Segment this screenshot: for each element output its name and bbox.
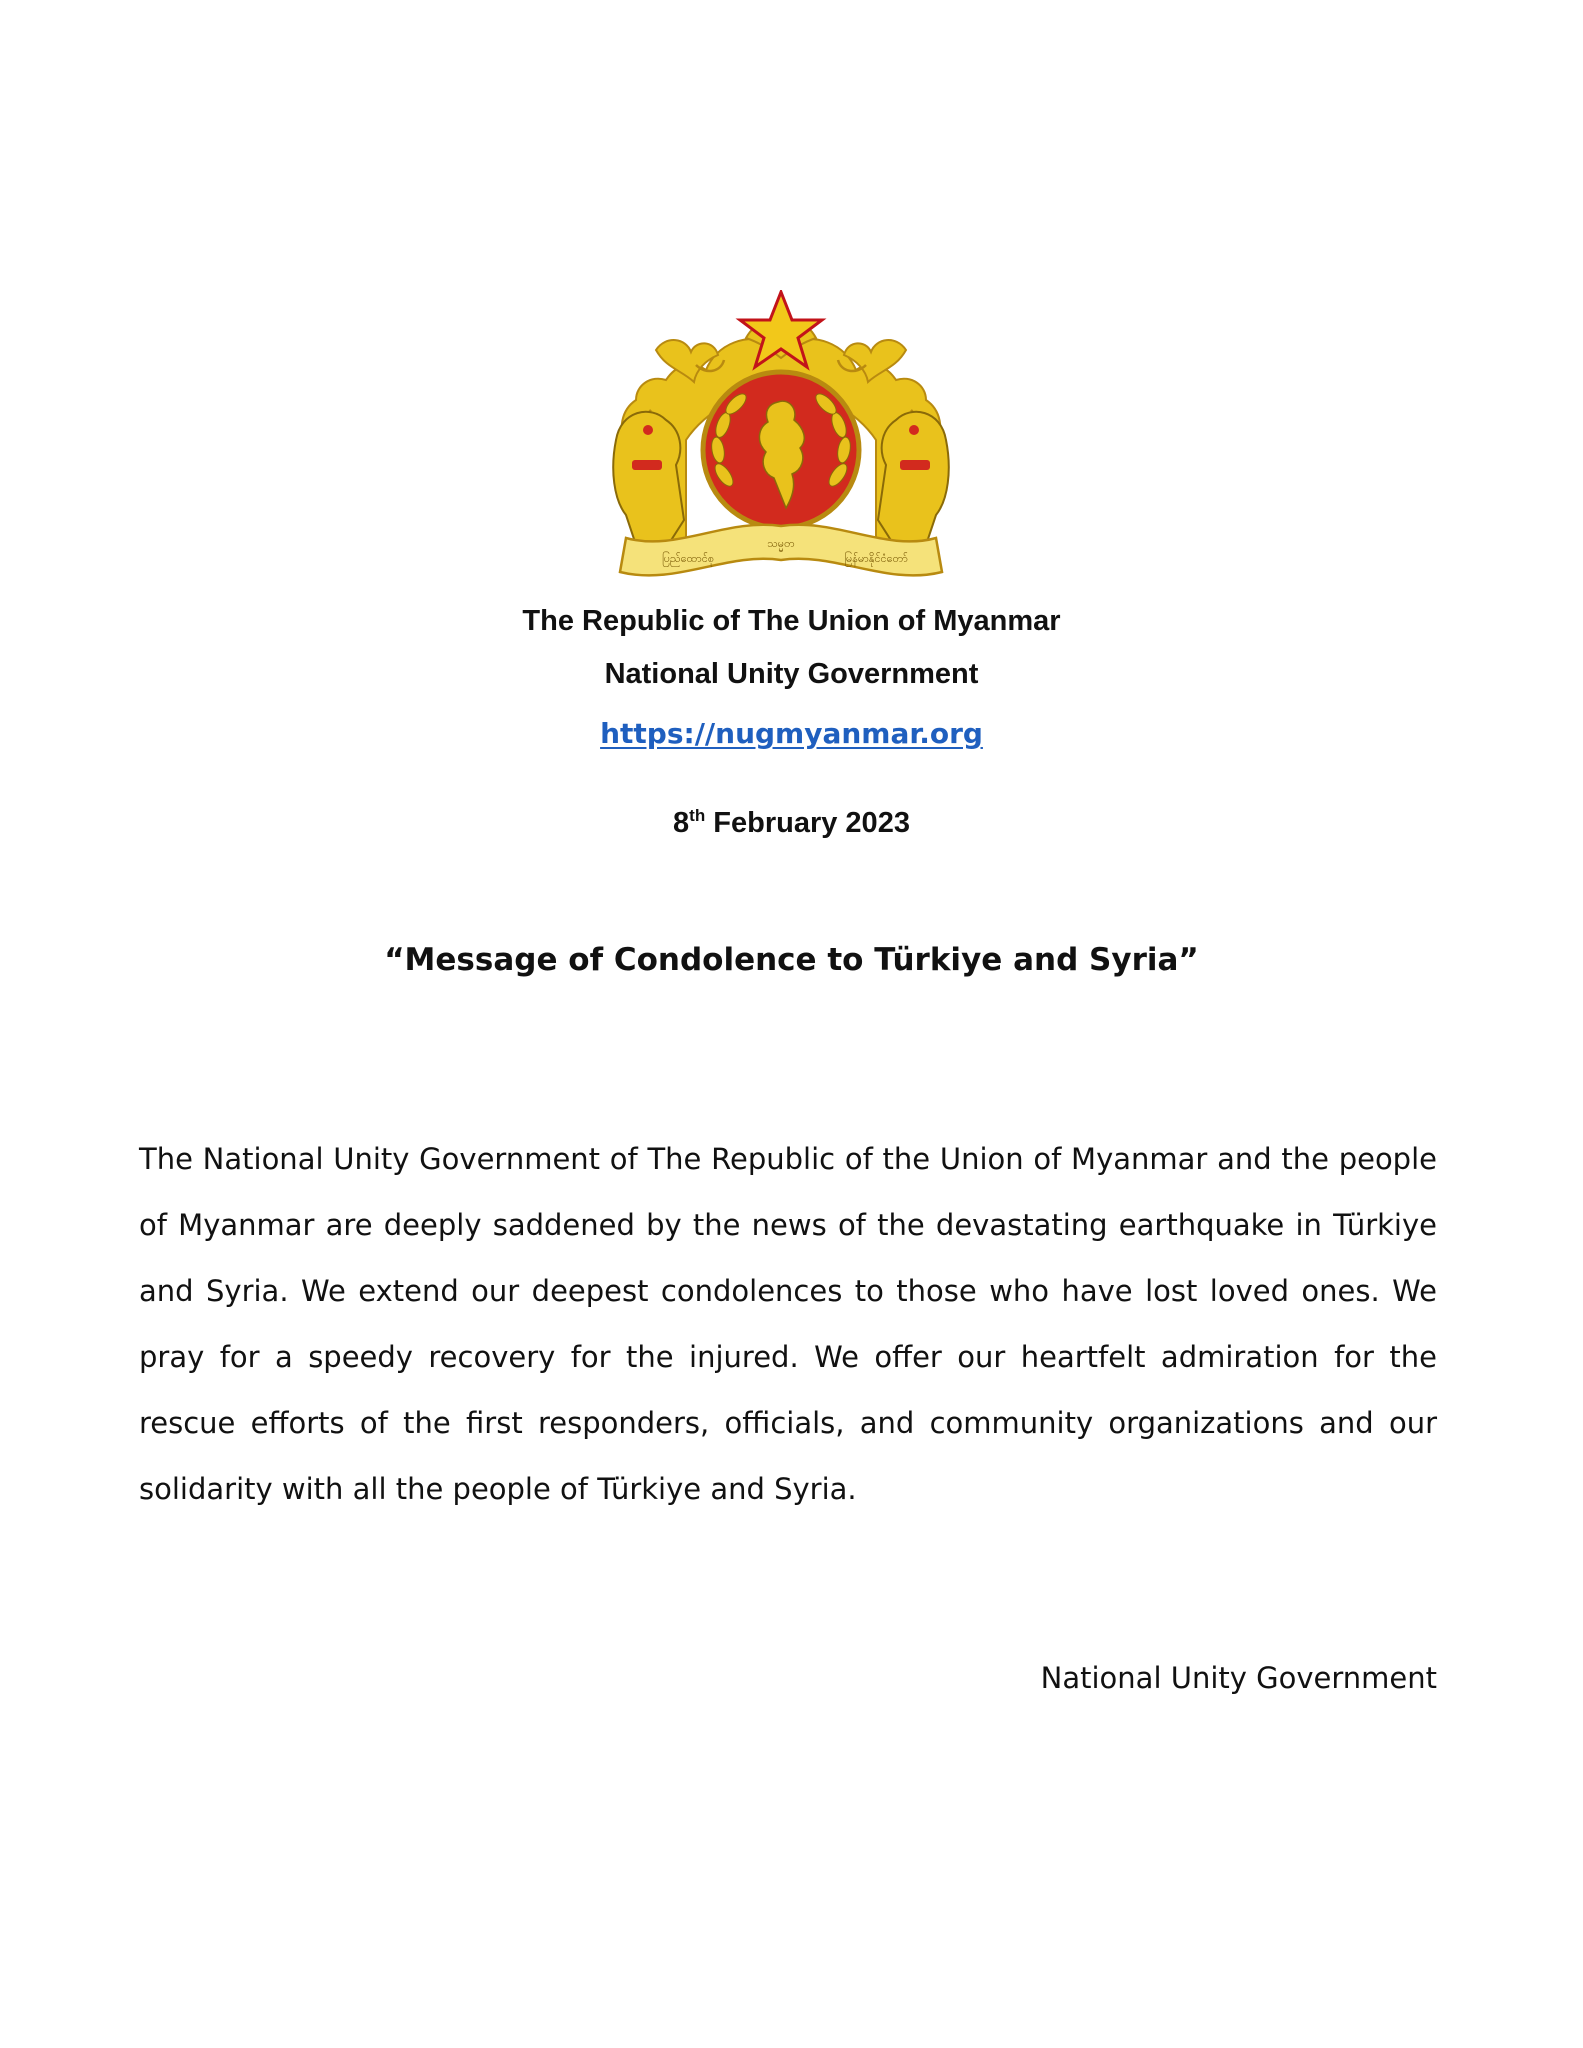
date-line <box>0 805 1583 841</box>
state-seal-icon <box>596 290 966 590</box>
ribbon-left-text: ပြည်ထောင်စု <box>661 552 715 565</box>
government-heading: National Unity Government <box>604 658 979 690</box>
date-month-year: February 2023 <box>705 807 910 839</box>
document-title: “Message of Condolence to Türkiye and Syria” <box>384 942 1199 978</box>
website-line <box>0 716 1583 752</box>
website-link[interactable]: https://nugmyanmar.org <box>600 717 983 750</box>
ribbon-center-text: သမ္မတ <box>767 537 795 550</box>
republic-heading: The Republic of The Union of Myanmar <box>522 605 1061 637</box>
date-suffix: th <box>689 806 706 825</box>
body-paragraph: The National Unity Government of The Republic of the Union of Myanmar and the people of Myanmar are deeply saddened by the news of the devastating earthquake in Türkiye and Syria. We extend our deepest condolences to those who have lost loved ones. We pray for a speedy recovery for the injured. We offer our heartfelt admiration for the rescue efforts of the first responders, officials, and community organizations and our solidarity with all the people of Türkiye and Syria. <box>139 1142 1437 1506</box>
date-day: 8 <box>673 807 690 839</box>
signature: National Unity Government <box>1040 1661 1437 1695</box>
ribbon-right-text: မြန်မာနိုင်ငံတော် <box>844 552 908 565</box>
